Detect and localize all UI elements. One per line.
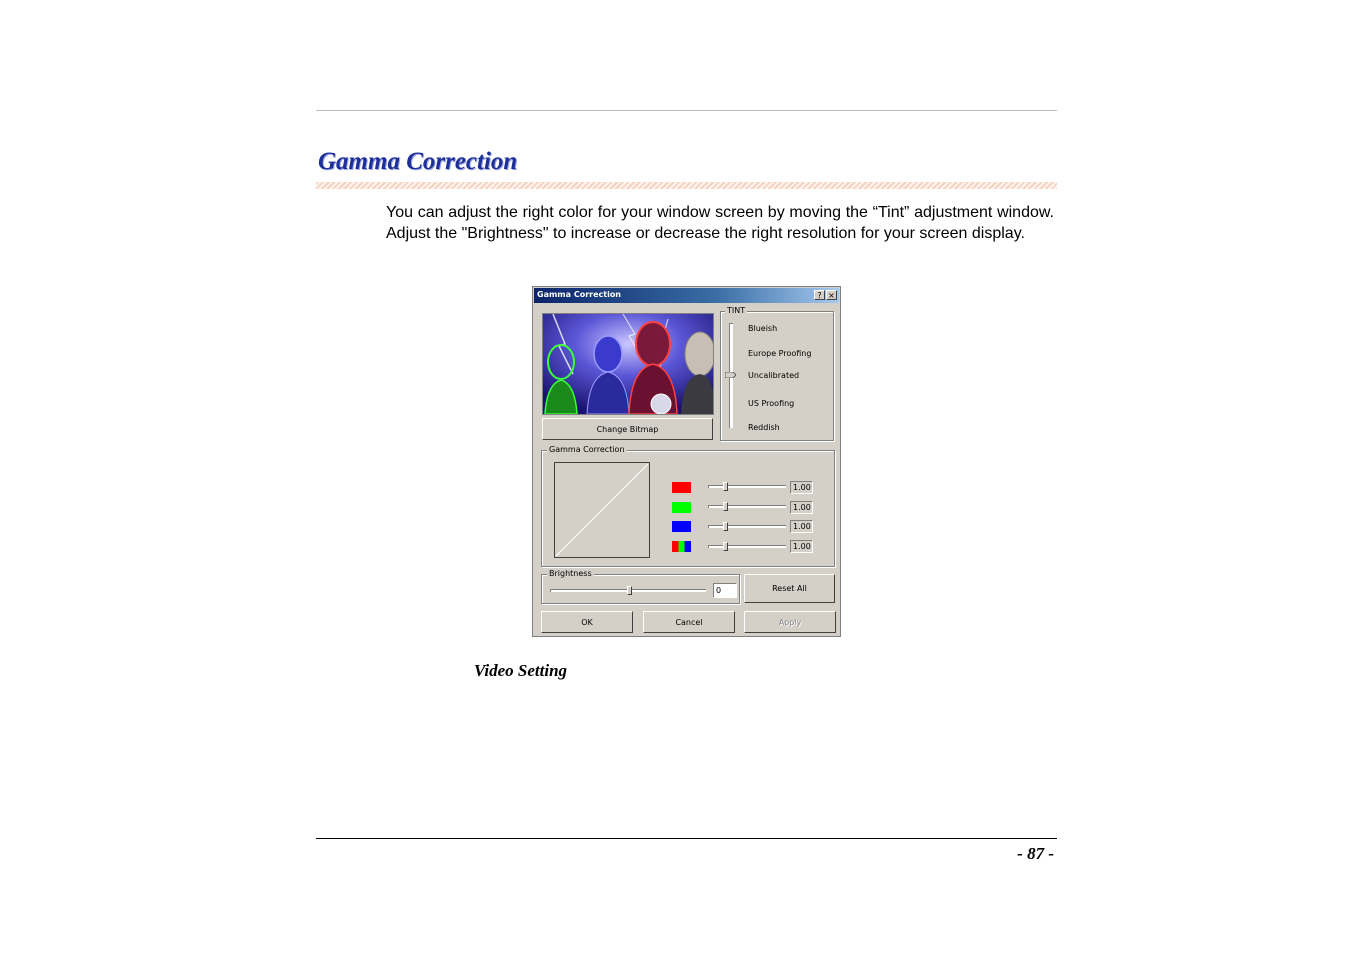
blue-gamma-track[interactable] xyxy=(708,525,786,528)
brightness-value[interactable]: 0 xyxy=(713,583,737,598)
green-gamma-thumb[interactable] xyxy=(723,502,728,511)
tint-option-blueish[interactable]: Blueish xyxy=(748,324,778,333)
body-paragraph xyxy=(386,202,1054,244)
figure-caption: Video Setting xyxy=(474,661,568,680)
red-gamma-thumb[interactable] xyxy=(723,482,728,491)
footer-rule xyxy=(316,838,1057,839)
tint-option-reddish[interactable]: Reddish xyxy=(748,423,780,432)
change-bitmap-label: Change Bitmap xyxy=(596,425,659,434)
reset-all-button[interactable] xyxy=(744,574,835,603)
close-button[interactable]: × xyxy=(826,290,837,300)
green-gamma-value[interactable]: 1.00 xyxy=(790,501,813,514)
blue-swatch xyxy=(672,521,691,532)
rgb-swatch xyxy=(672,541,691,552)
preview-bitmap xyxy=(542,313,714,415)
red-gamma-value[interactable]: 1.00 xyxy=(790,481,813,494)
header-rule xyxy=(316,110,1057,111)
preview-image xyxy=(543,314,713,414)
apply-button[interactable] xyxy=(744,611,836,633)
page-title: Gamma Correction xyxy=(318,148,518,175)
green-gamma-track[interactable] xyxy=(708,505,786,508)
brightness-label: Brightness xyxy=(549,569,592,578)
rgb-gamma-track[interactable] xyxy=(708,545,786,548)
green-swatch xyxy=(672,502,691,513)
apply-label: Apply xyxy=(778,618,802,627)
blue-gamma-thumb[interactable] xyxy=(723,522,728,531)
tint-ticks xyxy=(739,327,742,427)
title-underline xyxy=(316,182,1057,189)
rgb-gamma-value[interactable]: 1.00 xyxy=(790,540,813,553)
tint-option-europe-proofing[interactable]: Europe Proofing xyxy=(748,349,812,358)
dialog-title: Gamma Correction xyxy=(537,290,622,299)
help-button[interactable]: ? xyxy=(814,290,825,300)
cancel-label: Cancel xyxy=(675,618,703,627)
tint-option-uncalibrated[interactable]: Uncalibrated xyxy=(748,371,800,380)
cancel-button[interactable] xyxy=(643,611,735,633)
blue-gamma-value[interactable]: 1.00 xyxy=(790,520,813,533)
change-bitmap-button[interactable] xyxy=(542,418,713,440)
tint-group-label: TINT xyxy=(727,306,746,315)
gamma-curve-box xyxy=(554,462,650,558)
page-number: - 87 - xyxy=(1017,844,1054,863)
dialog-titlebar xyxy=(534,288,839,303)
brightness-thumb[interactable] xyxy=(627,586,632,595)
red-gamma-track[interactable] xyxy=(708,485,786,488)
gamma-curve xyxy=(555,463,649,557)
tint-thumb[interactable] xyxy=(725,371,736,377)
gamma-group-label: Gamma Correction xyxy=(549,445,625,454)
ok-button[interactable] xyxy=(541,611,633,633)
gamma-dialog xyxy=(532,286,841,637)
tint-thumb-shape xyxy=(725,372,736,378)
reset-all-label: Reset All xyxy=(772,584,807,593)
rgb-gamma-thumb[interactable] xyxy=(723,542,728,551)
red-swatch xyxy=(672,482,691,493)
paragraph-text: You can adjust the right color for your window screen by moving the “Tint” adjustment window. Adjust the "Brightness" to increase or decrease the right resolution for your screen display. xyxy=(386,204,1054,242)
ok-label: OK xyxy=(581,618,593,627)
tint-option-us-proofing[interactable]: US Proofing xyxy=(748,399,795,408)
